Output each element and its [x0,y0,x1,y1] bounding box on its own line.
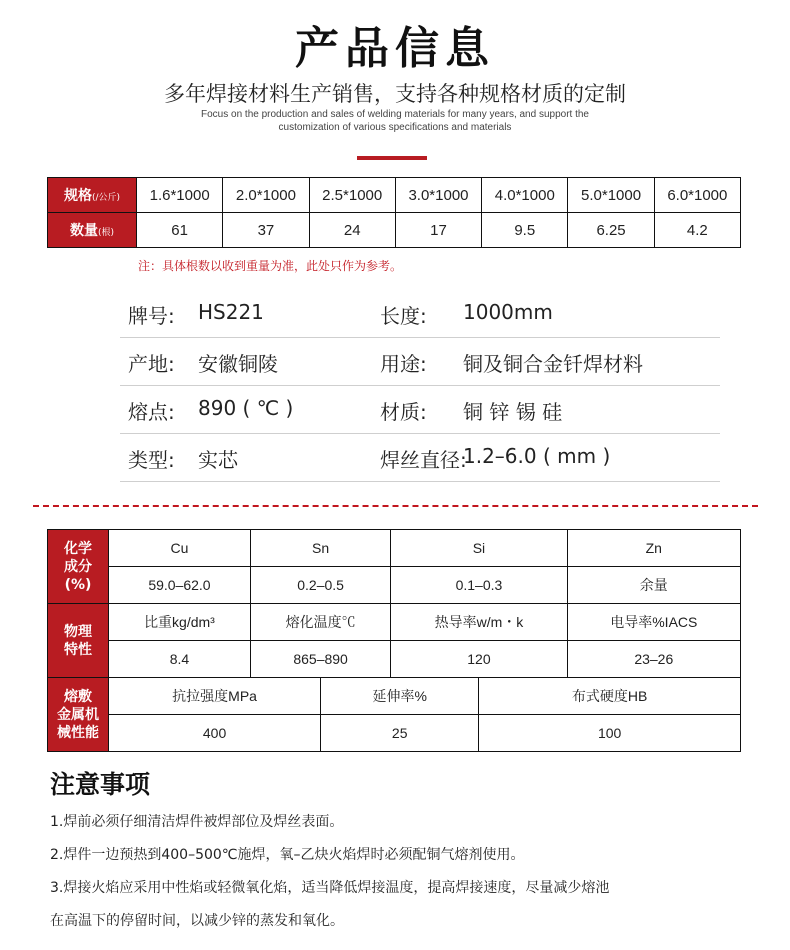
note-item: 在高温下的停留时间，以减少锌的蒸发和氧化。 [50,913,344,929]
quantity-unit: (根) [97,228,115,238]
element-cell: Sn [250,530,390,567]
physical-value: 8.4 [109,641,251,678]
physical-label [48,604,109,678]
spec-cell: 2.5*1000 [309,178,395,213]
composition-value: 59.0–62.0 [109,567,251,604]
spec-quantity-table [47,177,741,248]
physical-value: 120 [391,641,567,678]
spec-row [48,178,741,213]
page-title: 产品信息 [295,23,495,74]
mechanical-value: 100 [479,715,741,752]
property-label: 牌号: [128,304,175,328]
label-line: 金属机 [57,706,99,723]
spec-cell: 4.0*1000 [482,178,568,213]
spec-cell: 2.0*1000 [223,178,309,213]
english-description [0,108,790,134]
physical-value-row [48,641,741,678]
page-subtitle: 多年焊接材料生产销售，支持各种规格材质的定制 [164,82,626,106]
quantity-cell: 9.5 [482,213,568,248]
composition-value: 余量 [567,567,740,604]
mechanical-header: 抗拉强度MPa [109,678,321,715]
spec-cell: 1.6*1000 [137,178,223,213]
spec-cell: 6.0*1000 [654,178,740,213]
property-value: 安徽铜陵 [198,352,278,376]
property-label: 长度: [380,304,427,328]
mechanical-value-row [48,715,741,752]
quantity-label: 数量 [69,223,98,239]
property-value: 1.2–6.0 ( mm ) [463,444,611,468]
dashed-divider [33,505,758,507]
spec-label: 规格 [63,188,92,204]
property-value: 铜 锌 锡 硅 [463,400,563,424]
composition-header-row [48,530,741,567]
spec-cell: 5.0*1000 [568,178,654,213]
spec-unit: (/公斤) [91,193,121,203]
physical-header-row [48,604,741,641]
english-line-2: customization of various specifications and materials [278,122,512,133]
physical-value: 23–26 [567,641,740,678]
composition-label [48,530,109,604]
mechanical-header: 布式硬度HB [479,678,741,715]
property-value: 890 ( ℃ ) [198,396,294,420]
element-cell: Si [391,530,567,567]
note-item: 2.焊件一边预热到400–500℃施焊，氧–乙炔火焰焊时必须配铜气熔剂使用。 [50,847,525,863]
element-cell: Zn [567,530,740,567]
label-line: 成分 [64,558,92,575]
property-value: HS221 [198,300,264,324]
label-line: 物理 [64,623,92,640]
property-row [120,434,720,482]
composition-value-row [48,567,741,604]
label-line: 械性能 [57,724,99,741]
mechanical-header-row [48,678,741,715]
property-value: 铜及铜合金钎焊材料 [463,352,643,376]
physical-value: 865–890 [250,641,390,678]
quantity-cell: 4.2 [654,213,740,248]
spec-cell: 3.0*1000 [395,178,481,213]
quantity-header [48,213,137,248]
composition-value: 0.2–0.5 [250,567,390,604]
quantity-cell: 61 [137,213,223,248]
label-line: (%) [64,576,92,593]
quantity-cell: 37 [223,213,309,248]
physical-header: 电导率%IACS [567,604,740,641]
mechanical-value: 400 [109,715,321,752]
physical-header: 比重kg/dm³ [109,604,251,641]
property-row [120,290,720,338]
english-line-1: Focus on the production and sales of welding materials for many years, and support the [201,109,589,120]
quantity-cell: 6.25 [568,213,654,248]
notes-title: 注意事项 [50,770,151,799]
composition-value: 0.1–0.3 [391,567,567,604]
property-value: 实芯 [198,448,238,472]
property-label: 焊丝直径: [380,448,467,472]
property-label: 材质: [380,400,427,424]
label-line: 熔敷 [64,688,92,705]
quantity-note: 注：具体根数以收到重量为准，此处只作为参考。 [138,259,403,273]
property-label: 类型: [128,448,175,472]
quantity-cell: 17 [395,213,481,248]
element-cell: Cu [109,530,251,567]
physical-header: 熔化温度℃ [250,604,390,641]
mechanical-label [48,678,109,752]
property-label: 用途: [380,352,427,376]
property-row [120,338,720,386]
note-item: 1.焊前必须仔细清洁焊件被焊部位及焊丝表面。 [50,814,344,830]
property-label: 熔点: [128,400,175,424]
note-item: 3.焊接火焰应采用中性焰或轻微氧化焰，适当降低焊接温度，提高焊接速度，尽量减少熔池 [50,880,610,896]
label-line: 特性 [64,641,92,658]
mechanical-value: 25 [321,715,479,752]
mechanical-header: 延伸率% [321,678,479,715]
property-label: 产地: [128,352,175,376]
notes-list [50,806,609,938]
physical-header: 热导率w/m・k [391,604,567,641]
quantity-row [48,213,741,248]
accent-divider [357,156,427,160]
label-line: 化学 [64,540,92,557]
property-value: 1000mm [463,300,553,324]
product-properties [120,290,720,482]
quantity-cell: 24 [309,213,395,248]
property-row [120,386,720,434]
spec-header [48,178,137,213]
material-properties-table [47,529,741,752]
